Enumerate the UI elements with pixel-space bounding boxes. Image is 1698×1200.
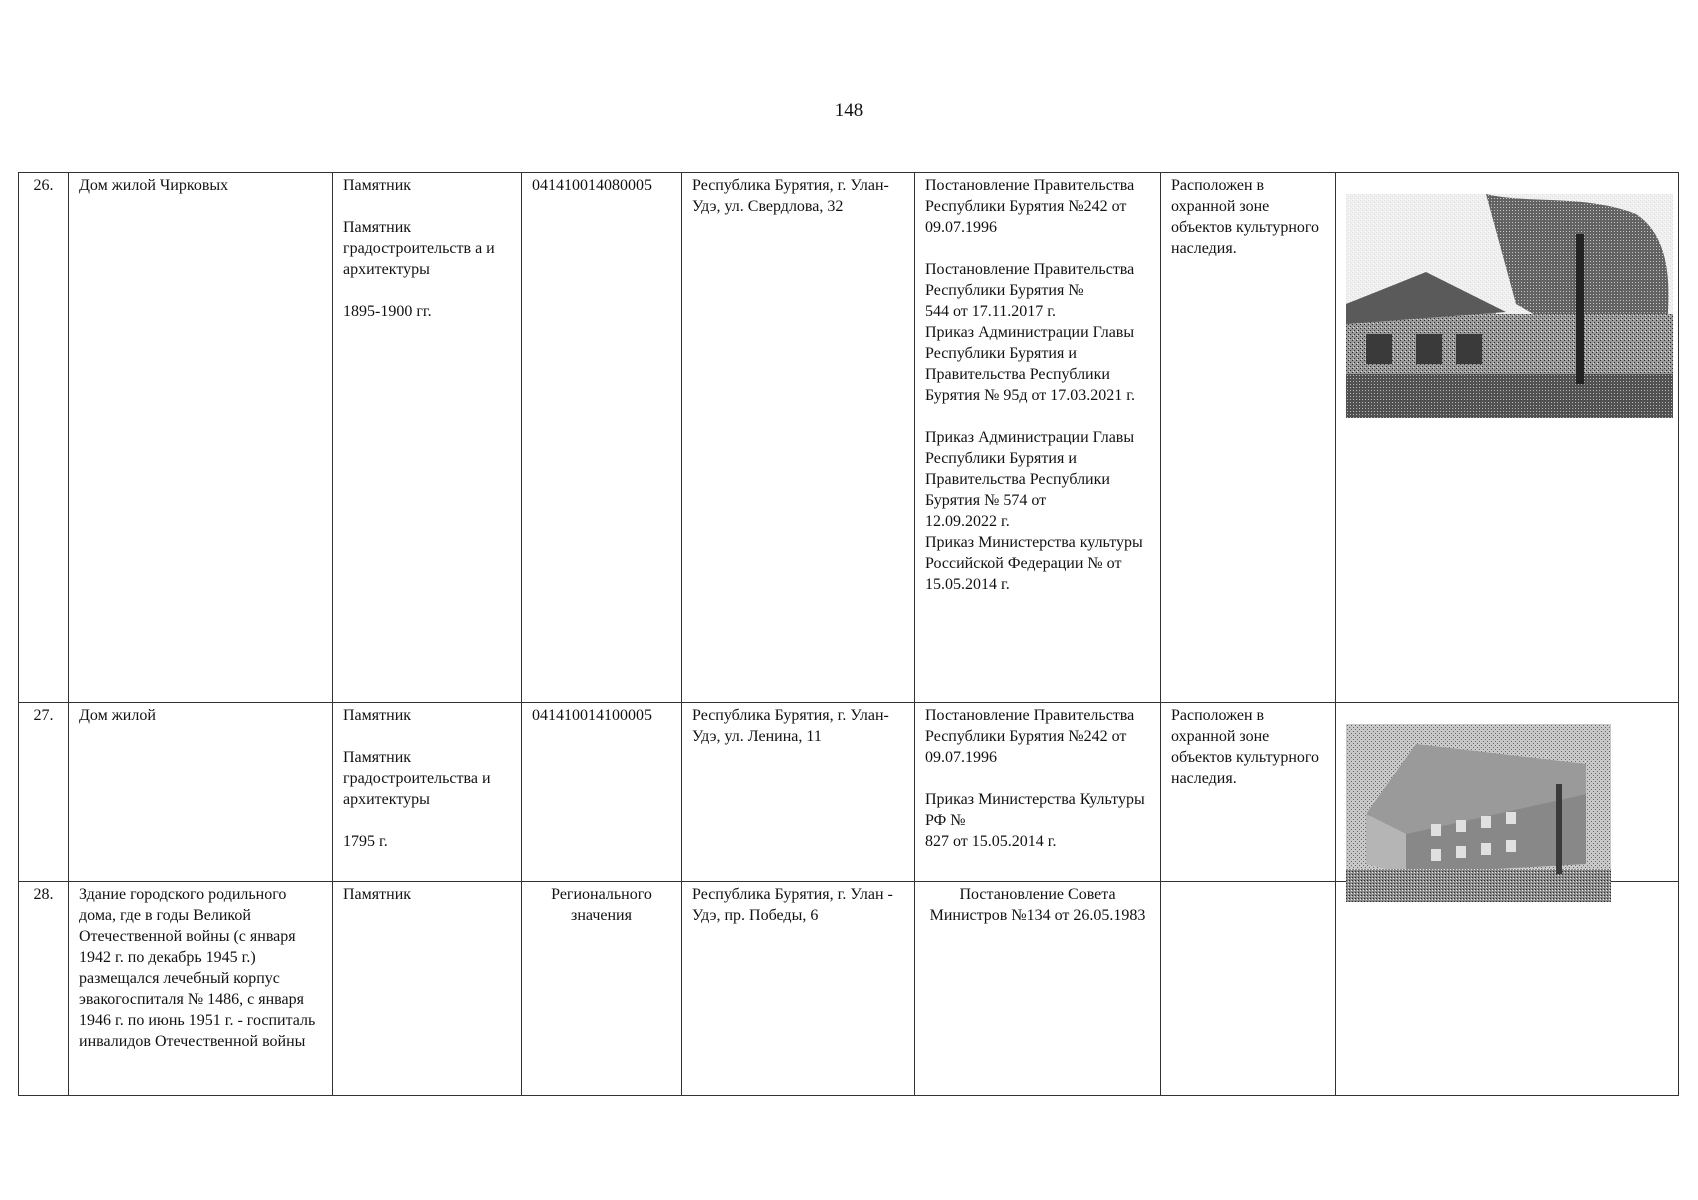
photo-cell (1336, 882, 1679, 1096)
page-number: 148 (834, 100, 864, 121)
photo-cell (1336, 173, 1679, 703)
legal-documents: Постановление Правительства Республики Бурятия №242 от 09.07.1996 Постановление Правительства Республики Бурятия № 544 от 17.11.2017 г. Приказ Администрации Главы Республики Бурятия и Правительства Республики Бурятия № 95д от 17.03.2021 г. Приказ Администрации Главы Республики Бурятия и Правительства Республики Бурятия № 574 от 12.09.2022 г. Приказ Министерства культуры Российской Федерации № от 15.05.2014 г. (915, 173, 1161, 703)
object-address: Республика Бурятия, г. Улан - Удэ, пр. Победы, 6 (682, 882, 915, 1096)
row-number: 26. (19, 173, 69, 703)
heritage-registry-table (18, 172, 1679, 1096)
table-row (19, 173, 1679, 703)
registration-number: 041410014100005 (522, 703, 682, 882)
object-category: Памятник Памятник градостроительства и архитектуры 1795 г. (333, 703, 522, 882)
significance-level: Регионального значения (522, 882, 682, 1096)
object-address: Республика Бурятия, г. Улан-Удэ, ул. Ленина, 11 (682, 703, 915, 882)
protection-zone-note: Расположен в охранной зоне объектов культурного наследия. (1161, 173, 1336, 703)
table-row (19, 882, 1679, 1096)
legal-documents: Постановление Правительства Республики Бурятия №242 от 09.07.1996 Приказ Министерства Культуры РФ № 827 от 15.05.2014 г. (915, 703, 1161, 882)
two-storey-building-photo (1346, 724, 1611, 902)
object-category: Памятник Памятник градостроительств а и архитектуры 1895-1900 гг. (333, 173, 522, 703)
object-category: Памятник (333, 882, 522, 1096)
photo-cell (1336, 703, 1679, 882)
object-address: Республика Бурятия, г. Улан-Удэ, ул. Свердлова, 32 (682, 173, 915, 703)
registration-number: 041410014080005 (522, 173, 682, 703)
legal-documents: Постановление Совета Министров №134 от 26.05.1983 (915, 882, 1161, 1096)
object-name: Дом жилой (69, 703, 333, 882)
wooden-house-photo (1346, 194, 1673, 418)
row-number: 27. (19, 703, 69, 882)
protection-zone-note (1161, 882, 1336, 1096)
object-name: Дом жилой Чирковых (69, 173, 333, 703)
protection-zone-note: Расположен в охранной зоне объектов культурного наследия. (1161, 703, 1336, 882)
object-name: Здание городского родильного дома, где в годы Великой Отечественной войны (с января 1942 г. по декабрь 1945 г.) размещался лечебный корпус эвакогоспиталя № 1486, с января 1946 г. по июнь 1951 г. - госпиталь инвалидов Отечественной войны (69, 882, 333, 1096)
table-row (19, 703, 1679, 882)
row-number: 28. (19, 882, 69, 1096)
